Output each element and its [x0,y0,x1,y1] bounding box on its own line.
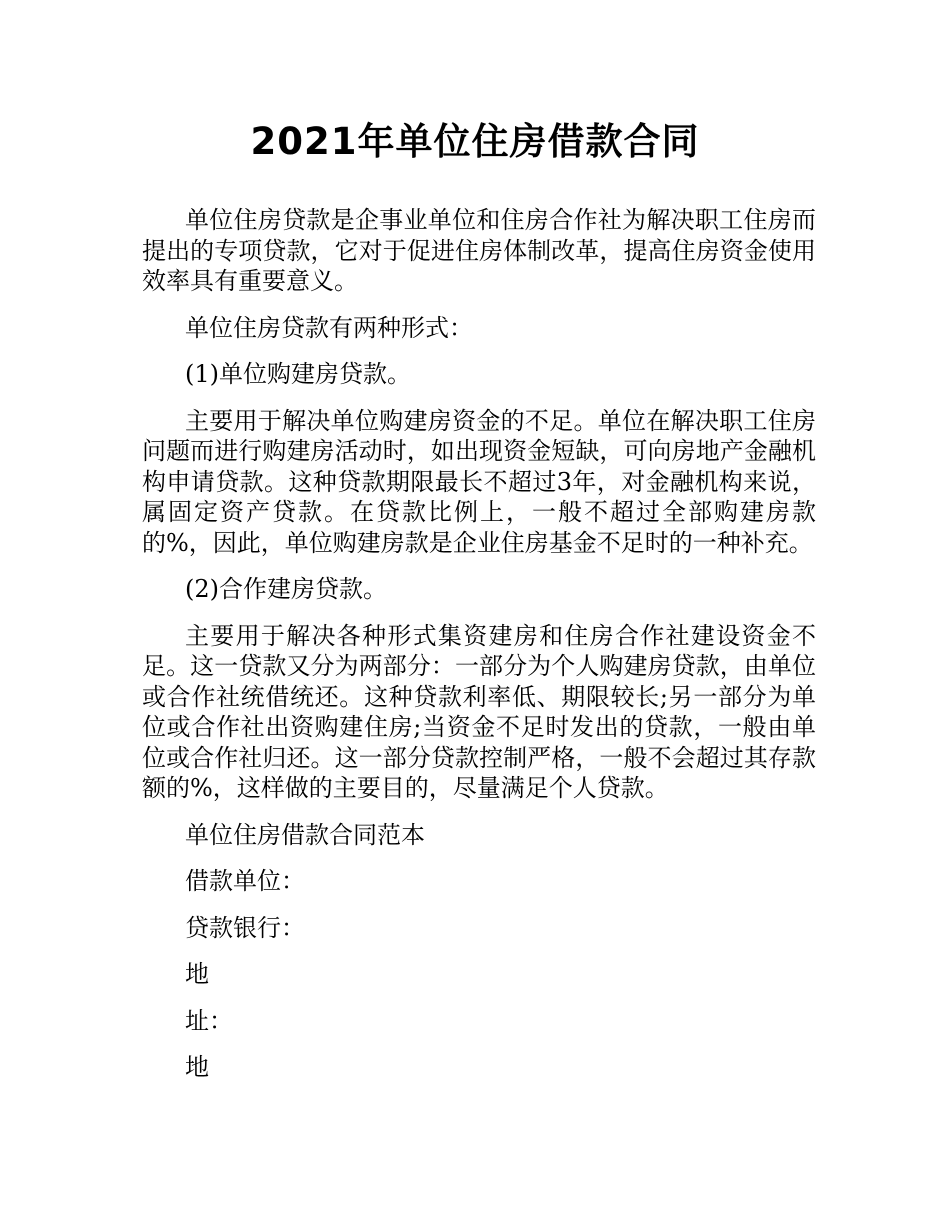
paragraph-forms: 单位住房贷款有两种形式： [185,313,473,342]
document-body [142,205,816,1099]
field-lender-bank: 贷款银行： [185,913,305,942]
field-address-line-2: 址： [185,1006,233,1035]
paragraph-type-1-heading: (1)单位购建房贷款。 [185,360,411,388]
field-address-line-3: 地 [185,1053,209,1081]
paragraph-template-title: 单位住房借款合同范本 [185,820,425,849]
field-borrower: 借款单位： [185,867,305,895]
field-address-line-1: 地 [185,960,209,988]
paragraph-intro: 单位住房贷款是企事业单位和住房合作社为解决职工住房而提出的专项贷款，它对于促进住房体制改革，提高住房资金使用效率具有重要意义。 [142,206,816,295]
paragraph-type-2-heading: (2)合作建房贷款。 [185,575,387,603]
document-title: 2021年单位住房借款合同 [250,120,700,163]
paragraph-type-2-body: 主要用于解决各种形式集资建房和住房合作社建设资金不足。这一贷款又分为两部分：一部分为个人购建房贷款，由单位或合作社统借统还。这种贷款利率低、期限较长;另一部分为单位或合作社出资购建住房;当资金不足时发出的贷款，一般由单位或合作社归还。这一部分贷款控制严格，一般不会超过其存款额的%，这样做的主要目的，尽量满足个人贷款。 [142,621,816,802]
paragraph-type-1-body: 主要用于解决单位购建房资金的不足。单位在解决职工住房问题而进行购建房活动时，如出现资金短缺，可向房地产金融机构申请贷款。这种贷款期限最长不超过3年，对金融机构来说，属固定资产贷款。在贷款比例上，一般不超过全部购建房款的%，因此，单位购建房款是企业住房基金不足时的一种补充。 [142,406,816,557]
